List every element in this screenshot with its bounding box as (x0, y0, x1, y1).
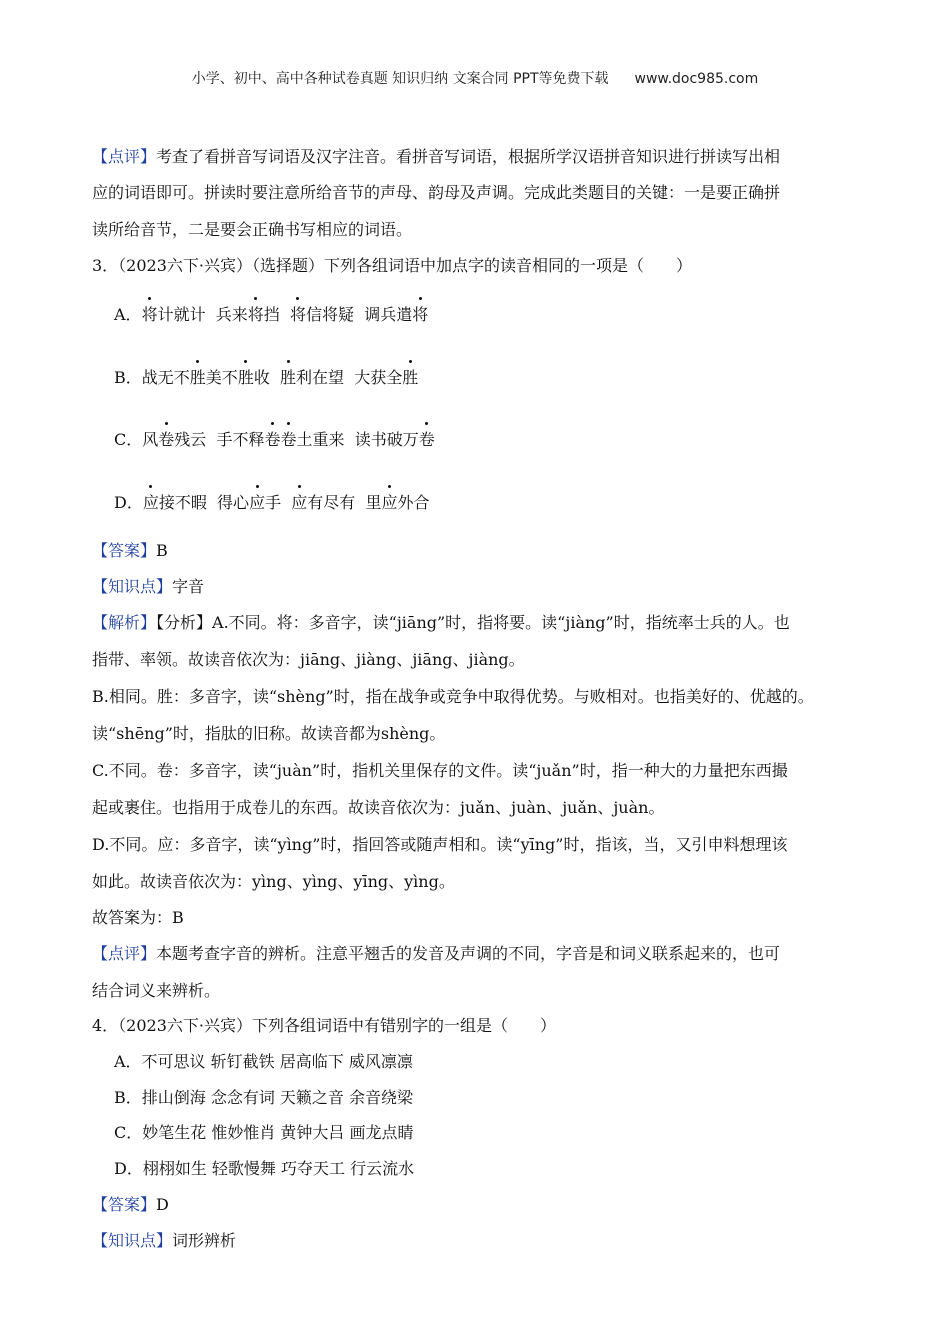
q4-option-b: B．排山倒海 念念有词 天籁之音 余音绕梁 (114, 1088, 414, 1107)
dotted-char: 卷 (264, 430, 281, 449)
q3-analysis-c2: 起或裹住。也指用于成卷儿的东西。故读音依次为：juǎn、juàn、juǎn、juàn。 (92, 798, 665, 817)
q3-analysis-b1: B.相同。胜：多音字，读“shèng”时，指在战争或竞争中取得优势。与败相对。也指美好的、优越的。 (92, 687, 814, 706)
q3-option-c: C．风卷残云 手不释卷卷土重来 读书破万卷 (114, 430, 435, 449)
dotted-char: 卷 (418, 430, 435, 449)
review1-line1: 【点评】考查了看拼音写词语及汉字注音。看拼音写词语，根据所学汉语拼音知识进行拼读写出相 (92, 147, 781, 166)
q3-stem: 3．（2023六下·兴宾）（选择题）下列各组词语中加点字的读音相同的一项是（ ） (92, 256, 692, 275)
header-site: www.doc985.com (634, 71, 759, 87)
q3-option-b: B．战无不胜美不胜收 胜利在望 大获全胜 (114, 368, 419, 387)
q3-knowledge-point: 【知识点】字音 (92, 577, 205, 596)
q4-option-a: A．不可思议 斩钉截铁 居高临下 威风凛凛 (114, 1052, 413, 1071)
q3-analysis-d2: 如此。故读音依次为：yìng、yìng、yīng、yìng。 (92, 872, 455, 891)
dotted-char: 应 (249, 493, 266, 512)
q4-knowledge-point: 【知识点】词形辨析 (92, 1231, 237, 1250)
q3-answer: 【答案】B (92, 541, 168, 560)
q3-review-line1: 【点评】本题考查字音的辨析。注意平翘舌的发音及声调的不同，字音是和词义联系起来的，也可 (92, 944, 781, 963)
q4-option-d: D．栩栩如生 轻歌慢舞 巧夺天工 行云流水 (114, 1159, 415, 1178)
dotted-char: 应 (381, 493, 398, 512)
dotted-char: 胜 (280, 368, 297, 387)
review1-line2: 应的词语即可。拼读时要注意所给音节的声母、韵母及声调。完成此类题目的关键：一是要正确拼 (92, 183, 781, 202)
review1-line3: 读所给音节，二是要会正确书写相应的词语。 (92, 220, 413, 239)
dotted-char: 将 (412, 305, 429, 324)
q3-analysis-c1: C.不同。卷：多音字，读“juàn”时，指机关里保存的文件。读“juǎn”时，指一种大的力量把东西撮 (92, 761, 788, 780)
q4-option-c: C．妙笔生花 惟妙惟肖 黄钟大吕 画龙点睛 (114, 1123, 414, 1142)
dotted-char: 应 (291, 493, 308, 512)
q3-analysis-a1: 【解析】【分析】A.不同。将：多音字，读“jiāng”时，指将要。读“jiàng”时，指统率士兵的人。也 (92, 613, 790, 632)
q3-analysis-a2: 指带、率领。故读音依次为：jiāng、jiàng、jiāng、jiàng。 (92, 650, 525, 669)
dotted-char: 应 (142, 493, 159, 512)
dotted-char: 卷 (158, 430, 175, 449)
dotted-char: 将 (141, 305, 158, 324)
q4-stem: 4．（2023六下·兴宾）下列各组词语中有错别字的一组是（ ） (92, 1016, 556, 1035)
dotted-char: 胜 (237, 368, 254, 387)
dotted-char: 将 (247, 305, 264, 324)
dotted-char: 胜 (402, 368, 419, 387)
q4-answer: 【答案】D (92, 1195, 169, 1214)
review-tag: 【点评】 (92, 147, 157, 166)
q3-analysis-b2: 读“shēng”时，指肽的旧称。故读音都为shèng。 (92, 724, 446, 743)
q3-analysis-d1: D.不同。应：多音字，读“yìng”时，指回答或随声相和。读“yīng”时，指该，当，又引申料想理该 (92, 835, 788, 854)
dotted-char: 将 (289, 305, 306, 324)
q3-conclusion: 故答案为：B (92, 908, 184, 927)
page-header (0, 68, 950, 88)
dotted-char: 胜 (189, 368, 206, 387)
q3-option-d: D．应接不暇 得心应手 应有尽有 里应外合 (114, 493, 430, 512)
q3-option-a: A．将计就计 兵来将挡 将信将疑 调兵遣将 (114, 305, 429, 324)
dotted-char: 卷 (280, 430, 297, 449)
q3-review-line2: 结合词义来辨析。 (92, 981, 221, 1000)
header-text: 小学、初中、高中各种试卷真题 知识归纳 文案合同 PPT等免费下载 (191, 71, 609, 87)
